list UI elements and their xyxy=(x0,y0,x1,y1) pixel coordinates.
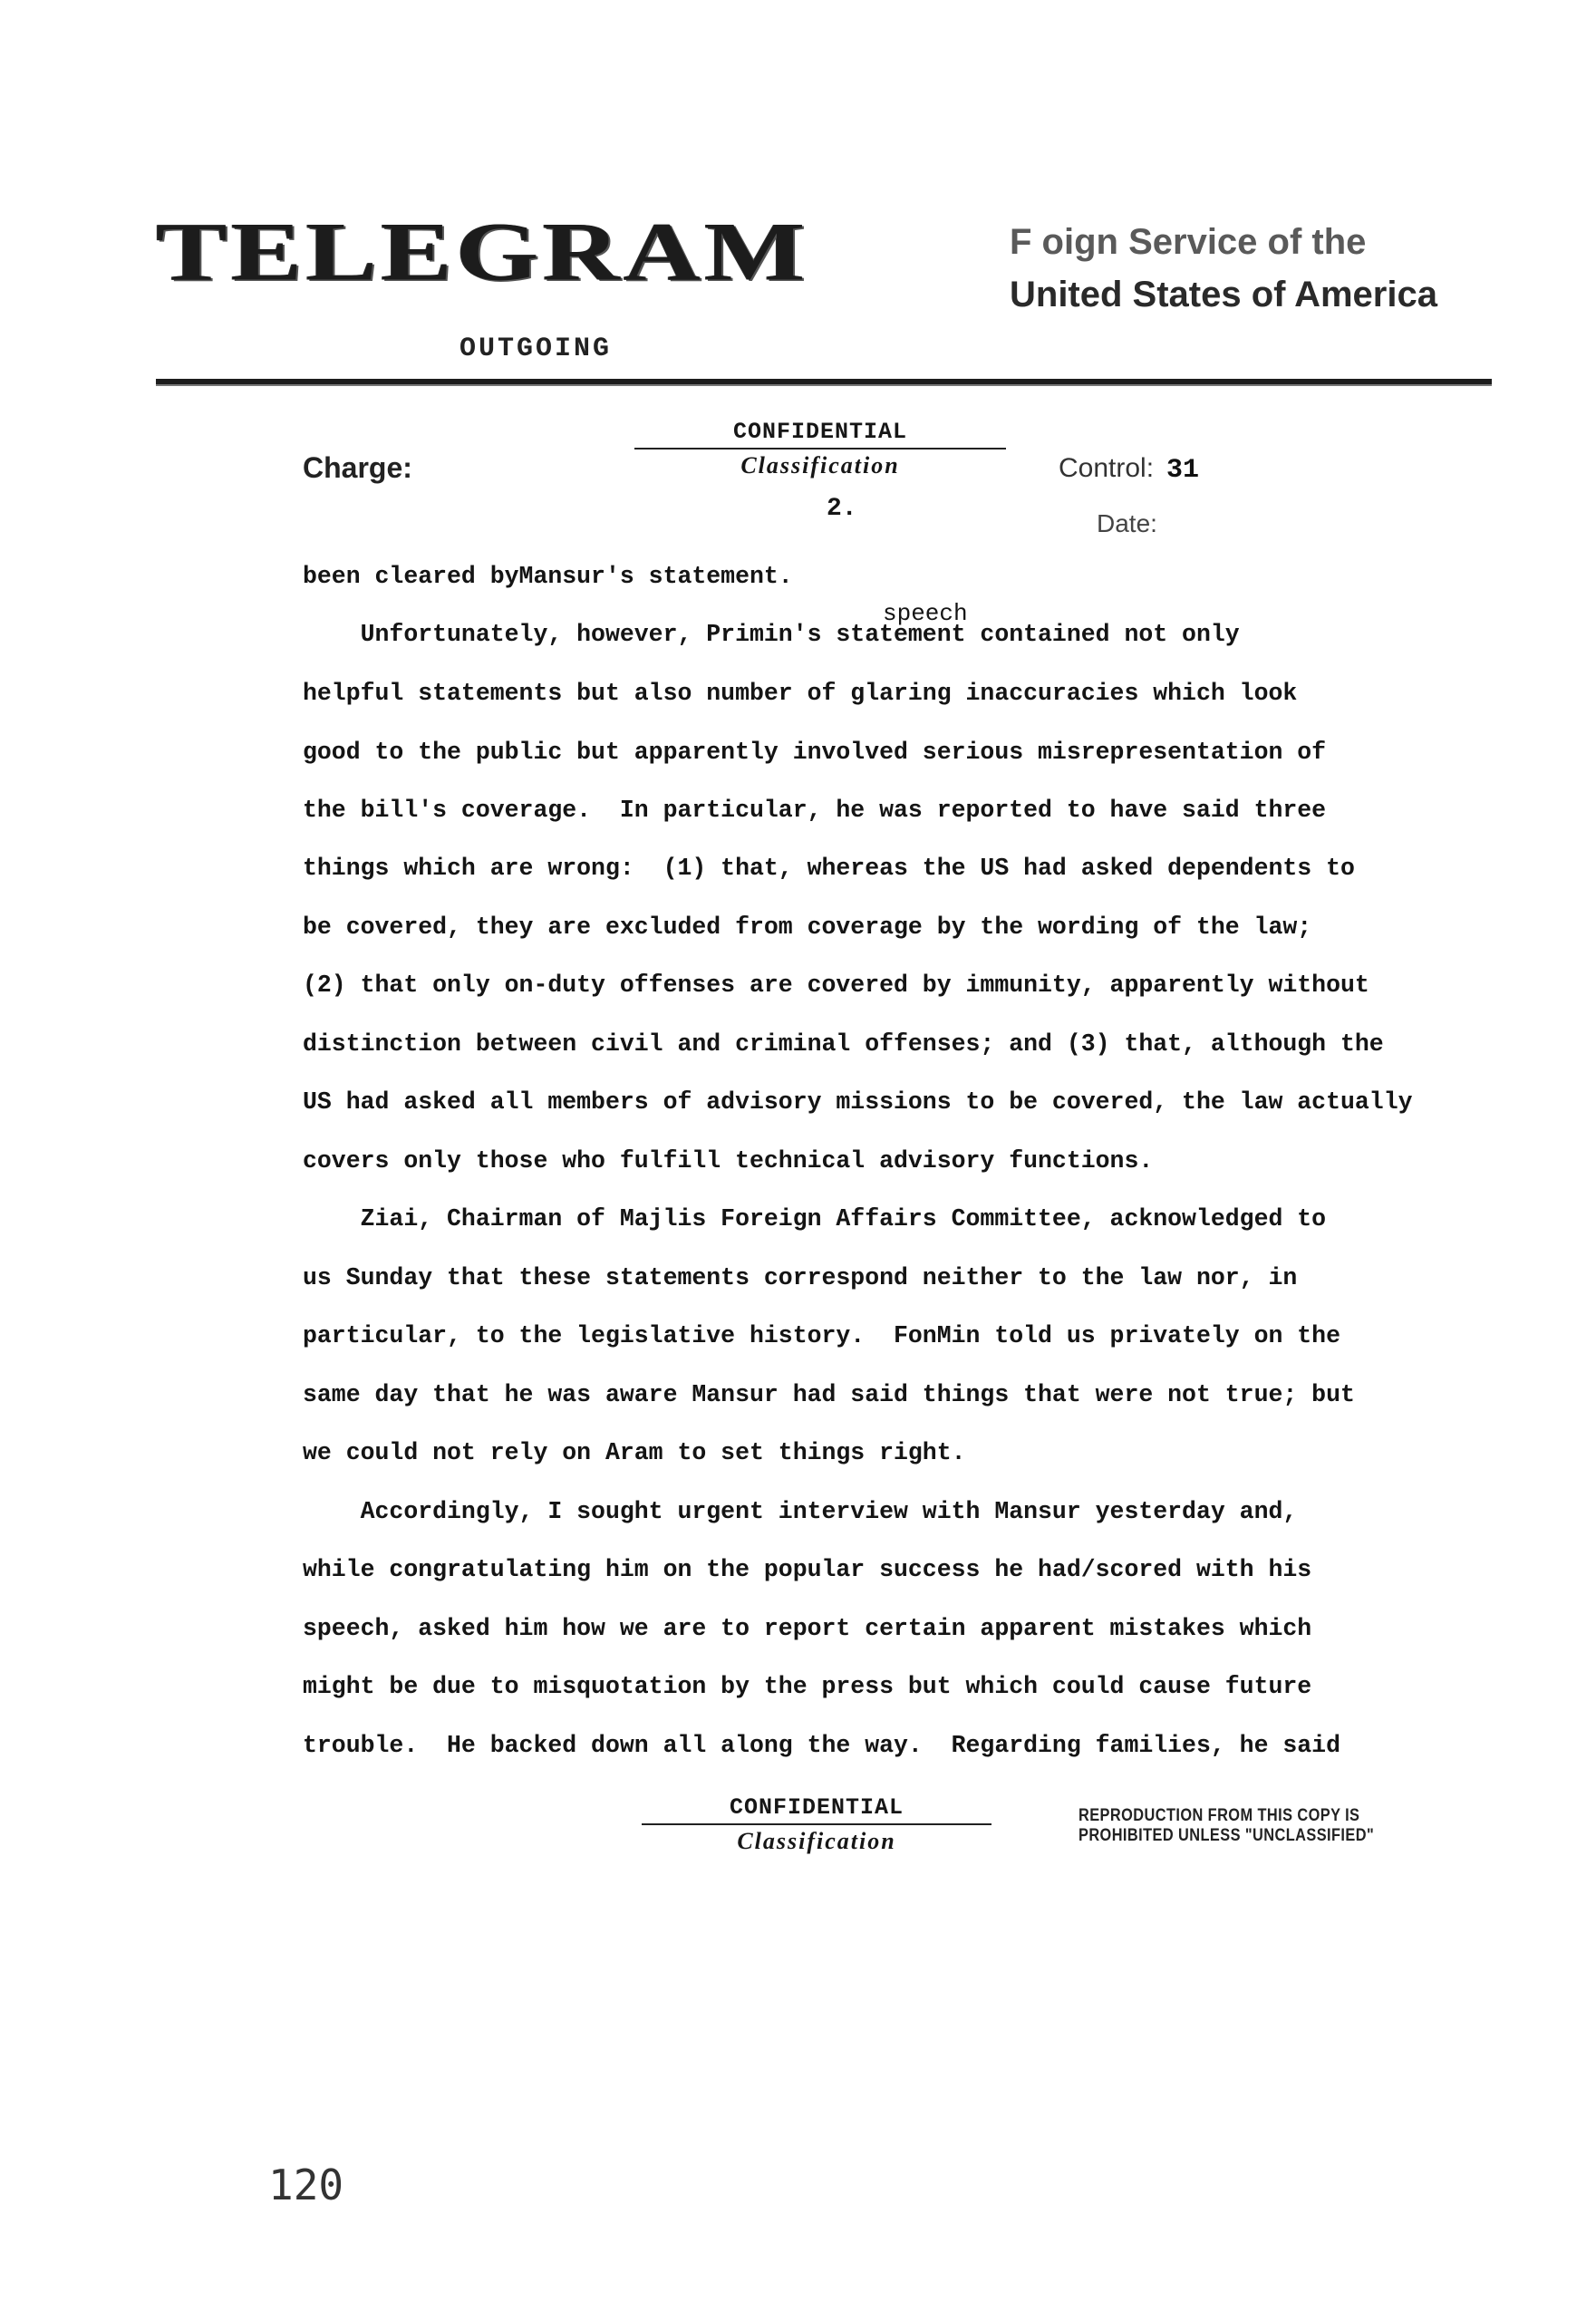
footer-classification-underline xyxy=(642,1823,991,1825)
page-marker: 2. xyxy=(827,495,857,523)
reproduction-line-2: PROHIBITED UNLESS "UNCLASSIFIED" xyxy=(1079,1826,1375,1845)
body-line: things which are wrong: (1) that, whereas the US had asked dependents to xyxy=(303,855,1355,882)
footer-classification-value: CONFIDENTIAL xyxy=(729,1794,904,1821)
body-line: us Sunday that these statements correspond neither to the law nor, in xyxy=(303,1264,1298,1291)
classification-block xyxy=(634,419,1006,479)
agency-name xyxy=(1010,216,1437,321)
telegram-masthead xyxy=(156,205,1497,392)
classification-value: CONFIDENTIAL xyxy=(732,419,908,445)
footer-classification-label: Classification xyxy=(737,1828,896,1854)
body-line: Accordingly, I sought urgent interview with Mansur yesterday and, xyxy=(303,1498,1298,1525)
telegram-title: TELEGRAM xyxy=(156,205,809,298)
body-line: helpful statements but also number of glaring inaccuracies which look xyxy=(303,680,1298,707)
classification-label: Classification xyxy=(740,452,900,478)
body-line: US had asked all members of advisory missions to be covered, the law actually xyxy=(303,1088,1413,1116)
footer-classification-block xyxy=(642,1794,991,1855)
page-number: 120 xyxy=(268,2160,344,2209)
body-line: Unfortunately, however, Primin's statement contained not only xyxy=(303,621,1240,648)
body-line: good to the public but apparently involved serious misrepresentation of xyxy=(303,739,1327,766)
body-line: the bill's coverage. In particular, he was reported to have said three xyxy=(303,797,1327,824)
control-label: Control: xyxy=(1059,453,1155,483)
body-line: distinction between civil and criminal offenses; and (3) that, although the xyxy=(303,1030,1384,1058)
agency-line-2: United States of America xyxy=(1010,275,1437,314)
handwritten-insertion: speech xyxy=(883,600,968,627)
control-value: 31 xyxy=(1166,455,1200,486)
control-field xyxy=(1059,453,1199,486)
header-rule xyxy=(156,379,1492,386)
body-line: trouble. He backed down all along the way. Regarding families, he said xyxy=(303,1732,1340,1759)
reproduction-notice xyxy=(1079,1806,1374,1846)
date-label: Date: xyxy=(1097,509,1157,537)
body-line: might be due to misquotation by the press but which could cause future xyxy=(303,1673,1312,1700)
body-line: we could not rely on Aram to set things right. xyxy=(303,1439,966,1466)
direction-label: OUTGOING xyxy=(459,334,613,364)
body-line: while congratulating him on the popular success he had/scored with his xyxy=(303,1556,1312,1583)
body-line: be covered, they are excluded from coverage by the wording of the law; xyxy=(303,914,1312,941)
body-line: been cleared byMansur's statement. xyxy=(303,563,793,590)
body-line: (2) that only on-duty offenses are covered by immunity, apparently without xyxy=(303,972,1369,999)
body-line: covers only those who fulfill technical advisory functions. xyxy=(303,1147,1154,1174)
body-line: same day that he was aware Mansur had said things that were not true; but xyxy=(303,1381,1355,1408)
agency-line-1: F oign Service of the xyxy=(1010,222,1367,262)
body-line: particular, to the legislative history. FonMin told us privately on the xyxy=(303,1322,1340,1349)
body-line: Ziai, Chairman of Majlis Foreign Affairs Committee, acknowledged to xyxy=(303,1205,1327,1232)
reproduction-line-1: REPRODUCTION FROM THIS COPY IS xyxy=(1079,1806,1360,1825)
classification-underline xyxy=(634,448,1006,450)
charge-label: Charge: xyxy=(303,451,412,484)
body-line: speech, asked him how we are to report certain apparent mistakes which xyxy=(303,1615,1312,1642)
